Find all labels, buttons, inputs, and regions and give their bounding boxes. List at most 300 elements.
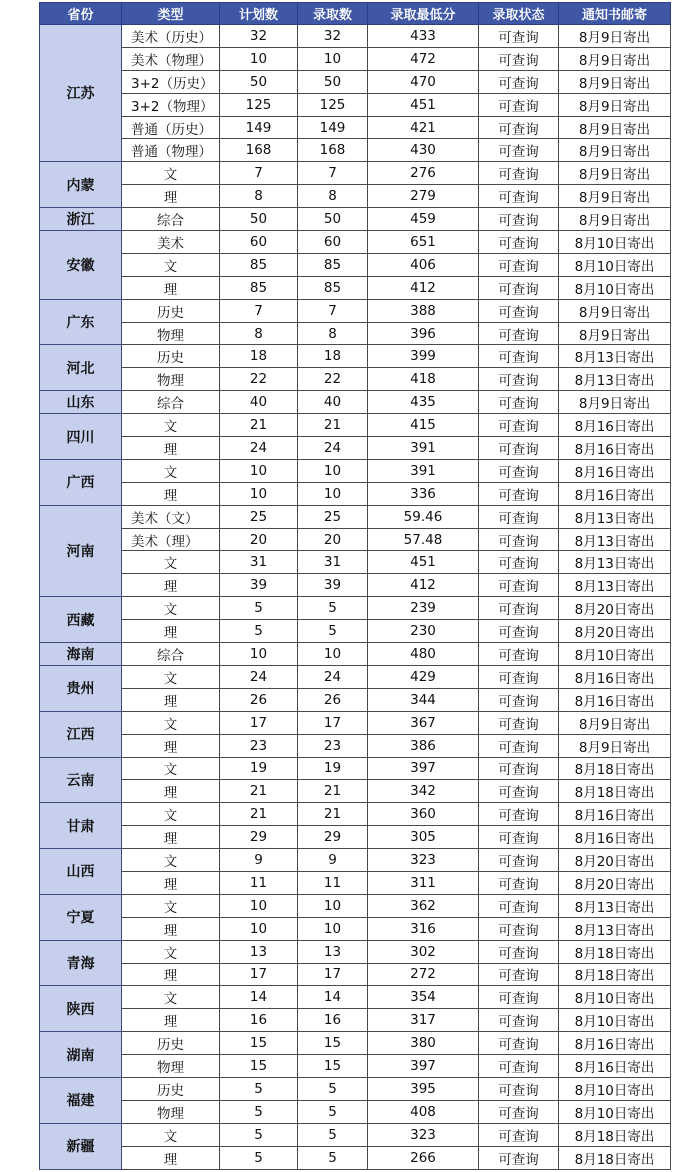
min-score-cell: 342 (368, 780, 479, 803)
admitted-cell: 21 (298, 803, 368, 826)
type-cell: 3+2（历史） (122, 70, 220, 93)
plan-cell: 22 (220, 368, 298, 391)
plan-cell: 5 (220, 1100, 298, 1123)
type-cell: 文 (122, 711, 220, 734)
mail-cell: 8月13日寄出 (559, 528, 671, 551)
status-cell: 可查询 (479, 574, 559, 597)
mail-cell: 8月16日寄出 (559, 826, 671, 849)
admission-table (39, 2, 671, 1170)
plan-cell: 21 (220, 780, 298, 803)
min-score-cell: 429 (368, 665, 479, 688)
admitted-cell: 32 (298, 25, 368, 48)
province-cell: 浙江 (40, 208, 122, 231)
table-row (40, 299, 671, 322)
mail-cell: 8月9日寄出 (559, 322, 671, 345)
mail-cell: 8月13日寄出 (559, 894, 671, 917)
mail-cell: 8月18日寄出 (559, 1123, 671, 1146)
type-cell: 历史 (122, 345, 220, 368)
plan-cell: 21 (220, 803, 298, 826)
table-row (40, 368, 671, 391)
min-score-cell: 418 (368, 368, 479, 391)
min-score-cell: 336 (368, 482, 479, 505)
plan-cell: 13 (220, 940, 298, 963)
status-cell: 可查询 (479, 1055, 559, 1078)
admitted-cell: 85 (298, 276, 368, 299)
plan-cell: 5 (220, 1146, 298, 1169)
type-cell: 历史 (122, 1032, 220, 1055)
admitted-cell: 23 (298, 734, 368, 757)
plan-cell: 31 (220, 551, 298, 574)
status-cell: 可查询 (479, 139, 559, 162)
table-row (40, 734, 671, 757)
table-row (40, 276, 671, 299)
plan-cell: 50 (220, 208, 298, 231)
table-row (40, 963, 671, 986)
min-score-cell: 421 (368, 116, 479, 139)
type-cell: 理 (122, 826, 220, 849)
table-row (40, 1055, 671, 1078)
province-cell: 宁夏 (40, 894, 122, 940)
province-cell: 江西 (40, 711, 122, 757)
table-row (40, 940, 671, 963)
min-score-cell: 396 (368, 322, 479, 345)
status-cell: 可查询 (479, 162, 559, 185)
table-row (40, 528, 671, 551)
status-cell: 可查询 (479, 643, 559, 666)
plan-cell: 19 (220, 757, 298, 780)
table-row (40, 1123, 671, 1146)
type-cell: 理 (122, 437, 220, 460)
table-row (40, 665, 671, 688)
table-row (40, 25, 671, 48)
mail-cell: 8月20日寄出 (559, 849, 671, 872)
type-cell: 美术（历史） (122, 25, 220, 48)
table-row (40, 620, 671, 643)
type-cell: 理 (122, 276, 220, 299)
table-row (40, 505, 671, 528)
status-cell: 可查询 (479, 1009, 559, 1032)
status-cell: 可查询 (479, 505, 559, 528)
admitted-cell: 50 (298, 70, 368, 93)
header-province: 省份 (40, 3, 122, 25)
min-score-cell: 354 (368, 986, 479, 1009)
plan-cell: 7 (220, 299, 298, 322)
type-cell: 理 (122, 871, 220, 894)
type-cell: 文 (122, 849, 220, 872)
status-cell: 可查询 (479, 620, 559, 643)
mail-cell: 8月18日寄出 (559, 940, 671, 963)
mail-cell: 8月10日寄出 (559, 1077, 671, 1100)
type-cell: 理 (122, 574, 220, 597)
mail-cell: 8月9日寄出 (559, 47, 671, 70)
admitted-cell: 20 (298, 528, 368, 551)
min-score-cell: 406 (368, 253, 479, 276)
type-cell: 普通（物理） (122, 139, 220, 162)
min-score-cell: 397 (368, 757, 479, 780)
admitted-cell: 9 (298, 849, 368, 872)
admitted-cell: 40 (298, 391, 368, 414)
admitted-cell: 10 (298, 459, 368, 482)
status-cell: 可查询 (479, 711, 559, 734)
min-score-cell: 362 (368, 894, 479, 917)
type-cell: 美术 (122, 231, 220, 254)
status-cell: 可查询 (479, 93, 559, 116)
mail-cell: 8月10日寄出 (559, 253, 671, 276)
status-cell: 可查询 (479, 894, 559, 917)
table-row (40, 185, 671, 208)
mail-cell: 8月9日寄出 (559, 208, 671, 231)
mail-cell: 8月18日寄出 (559, 1146, 671, 1169)
plan-cell: 17 (220, 711, 298, 734)
mail-cell: 8月20日寄出 (559, 597, 671, 620)
status-cell: 可查询 (479, 780, 559, 803)
plan-cell: 7 (220, 162, 298, 185)
status-cell: 可查询 (479, 414, 559, 437)
mail-cell: 8月16日寄出 (559, 688, 671, 711)
plan-cell: 23 (220, 734, 298, 757)
type-cell: 理 (122, 734, 220, 757)
mail-cell: 8月9日寄出 (559, 391, 671, 414)
status-cell: 可查询 (479, 208, 559, 231)
province-cell: 河北 (40, 345, 122, 391)
status-cell: 可查询 (479, 1032, 559, 1055)
admitted-cell: 26 (298, 688, 368, 711)
type-cell: 理 (122, 185, 220, 208)
min-score-cell: 317 (368, 1009, 479, 1032)
min-score-cell: 57.48 (368, 528, 479, 551)
type-cell: 综合 (122, 208, 220, 231)
status-cell: 可查询 (479, 597, 559, 620)
type-cell: 理 (122, 1009, 220, 1032)
admitted-cell: 5 (298, 1100, 368, 1123)
type-cell: 物理 (122, 322, 220, 345)
status-cell: 可查询 (479, 231, 559, 254)
status-cell: 可查询 (479, 688, 559, 711)
plan-cell: 10 (220, 894, 298, 917)
plan-cell: 50 (220, 70, 298, 93)
type-cell: 美术（理） (122, 528, 220, 551)
province-cell: 江苏 (40, 25, 122, 162)
mail-cell: 8月16日寄出 (559, 482, 671, 505)
type-cell: 文 (122, 894, 220, 917)
status-cell: 可查询 (479, 665, 559, 688)
table-row (40, 757, 671, 780)
status-cell: 可查询 (479, 528, 559, 551)
mail-cell: 8月16日寄出 (559, 414, 671, 437)
table-row (40, 1077, 671, 1100)
mail-cell: 8月9日寄出 (559, 734, 671, 757)
province-cell: 山西 (40, 849, 122, 895)
table-row (40, 711, 671, 734)
status-cell: 可查询 (479, 871, 559, 894)
admitted-cell: 24 (298, 665, 368, 688)
plan-cell: 16 (220, 1009, 298, 1032)
table-row (40, 643, 671, 666)
plan-cell: 20 (220, 528, 298, 551)
province-cell: 陕西 (40, 986, 122, 1032)
table-header (40, 3, 671, 25)
status-cell: 可查询 (479, 826, 559, 849)
admitted-cell: 21 (298, 414, 368, 437)
mail-cell: 8月16日寄出 (559, 459, 671, 482)
admitted-cell: 10 (298, 917, 368, 940)
min-score-cell: 230 (368, 620, 479, 643)
type-cell: 美术（文） (122, 505, 220, 528)
status-cell: 可查询 (479, 1146, 559, 1169)
header-mail: 通知书邮寄 (559, 3, 671, 25)
status-cell: 可查询 (479, 70, 559, 93)
header-row (40, 3, 671, 25)
status-cell: 可查询 (479, 917, 559, 940)
type-cell: 3+2（物理） (122, 93, 220, 116)
header-plan: 计划数 (220, 3, 298, 25)
plan-cell: 8 (220, 322, 298, 345)
type-cell: 文 (122, 986, 220, 1009)
min-score-cell: 408 (368, 1100, 479, 1123)
status-cell: 可查询 (479, 25, 559, 48)
status-cell: 可查询 (479, 299, 559, 322)
admission-table-container (39, 2, 671, 1170)
admitted-cell: 19 (298, 757, 368, 780)
min-score-cell: 59.46 (368, 505, 479, 528)
min-score-cell: 451 (368, 93, 479, 116)
status-cell: 可查询 (479, 47, 559, 70)
type-cell: 文 (122, 757, 220, 780)
status-cell: 可查询 (479, 1123, 559, 1146)
mail-cell: 8月13日寄出 (559, 505, 671, 528)
admitted-cell: 29 (298, 826, 368, 849)
plan-cell: 125 (220, 93, 298, 116)
status-cell: 可查询 (479, 734, 559, 757)
min-score-cell: 344 (368, 688, 479, 711)
table-row (40, 688, 671, 711)
province-cell: 西藏 (40, 597, 122, 643)
type-cell: 文 (122, 253, 220, 276)
min-score-cell: 316 (368, 917, 479, 940)
type-cell: 物理 (122, 1055, 220, 1078)
mail-cell: 8月10日寄出 (559, 231, 671, 254)
table-row (40, 322, 671, 345)
table-row (40, 871, 671, 894)
plan-cell: 18 (220, 345, 298, 368)
mail-cell: 8月18日寄出 (559, 780, 671, 803)
min-score-cell: 360 (368, 803, 479, 826)
table-row (40, 1146, 671, 1169)
admitted-cell: 7 (298, 162, 368, 185)
header-status: 录取状态 (479, 3, 559, 25)
plan-cell: 5 (220, 1077, 298, 1100)
admitted-cell: 15 (298, 1032, 368, 1055)
admitted-cell: 18 (298, 345, 368, 368)
min-score-cell: 412 (368, 574, 479, 597)
table-row (40, 208, 671, 231)
mail-cell: 8月13日寄出 (559, 917, 671, 940)
table-row (40, 482, 671, 505)
mail-cell: 8月13日寄出 (559, 368, 671, 391)
min-score-cell: 311 (368, 871, 479, 894)
province-cell: 甘肃 (40, 803, 122, 849)
mail-cell: 8月10日寄出 (559, 643, 671, 666)
type-cell: 物理 (122, 368, 220, 391)
province-cell: 福建 (40, 1077, 122, 1123)
type-cell: 文 (122, 414, 220, 437)
table-row (40, 551, 671, 574)
admitted-cell: 15 (298, 1055, 368, 1078)
mail-cell: 8月16日寄出 (559, 1032, 671, 1055)
type-cell: 文 (122, 551, 220, 574)
admitted-cell: 17 (298, 711, 368, 734)
min-score-cell: 395 (368, 1077, 479, 1100)
admitted-cell: 17 (298, 963, 368, 986)
min-score-cell: 272 (368, 963, 479, 986)
status-cell: 可查询 (479, 482, 559, 505)
table-row (40, 780, 671, 803)
province-cell: 青海 (40, 940, 122, 986)
province-cell: 广西 (40, 459, 122, 505)
mail-cell: 8月16日寄出 (559, 803, 671, 826)
mail-cell: 8月10日寄出 (559, 1100, 671, 1123)
province-cell: 贵州 (40, 665, 122, 711)
mail-cell: 8月9日寄出 (559, 299, 671, 322)
mail-cell: 8月20日寄出 (559, 620, 671, 643)
admitted-cell: 16 (298, 1009, 368, 1032)
admitted-cell: 11 (298, 871, 368, 894)
admitted-cell: 10 (298, 47, 368, 70)
min-score-cell: 276 (368, 162, 479, 185)
admitted-cell: 10 (298, 482, 368, 505)
table-row (40, 459, 671, 482)
mail-cell: 8月18日寄出 (559, 963, 671, 986)
admitted-cell: 5 (298, 620, 368, 643)
type-cell: 理 (122, 917, 220, 940)
admitted-cell: 24 (298, 437, 368, 460)
type-cell: 文 (122, 665, 220, 688)
status-cell: 可查询 (479, 1100, 559, 1123)
mail-cell: 8月9日寄出 (559, 25, 671, 48)
table-row (40, 139, 671, 162)
type-cell: 理 (122, 963, 220, 986)
plan-cell: 14 (220, 986, 298, 1009)
table-row (40, 894, 671, 917)
status-cell: 可查询 (479, 803, 559, 826)
min-score-cell: 391 (368, 459, 479, 482)
min-score-cell: 451 (368, 551, 479, 574)
plan-cell: 85 (220, 253, 298, 276)
status-cell: 可查询 (479, 551, 559, 574)
admitted-cell: 10 (298, 643, 368, 666)
admitted-cell: 5 (298, 597, 368, 620)
table-body (40, 25, 671, 1170)
min-score-cell: 302 (368, 940, 479, 963)
status-cell: 可查询 (479, 459, 559, 482)
mail-cell: 8月13日寄出 (559, 551, 671, 574)
plan-cell: 15 (220, 1055, 298, 1078)
type-cell: 理 (122, 1146, 220, 1169)
table-row (40, 93, 671, 116)
table-row (40, 231, 671, 254)
status-cell: 可查询 (479, 940, 559, 963)
min-score-cell: 391 (368, 437, 479, 460)
header-type: 类型 (122, 3, 220, 25)
admitted-cell: 5 (298, 1146, 368, 1169)
table-row (40, 826, 671, 849)
mail-cell: 8月16日寄出 (559, 1055, 671, 1078)
plan-cell: 5 (220, 1123, 298, 1146)
type-cell: 理 (122, 620, 220, 643)
header-min-score: 录取最低分 (368, 3, 479, 25)
table-row (40, 803, 671, 826)
type-cell: 文 (122, 940, 220, 963)
table-row (40, 437, 671, 460)
plan-cell: 8 (220, 185, 298, 208)
admitted-cell: 5 (298, 1077, 368, 1100)
table-row (40, 917, 671, 940)
table-row (40, 345, 671, 368)
status-cell: 可查询 (479, 116, 559, 139)
table-row (40, 116, 671, 139)
mail-cell: 8月10日寄出 (559, 986, 671, 1009)
plan-cell: 85 (220, 276, 298, 299)
status-cell: 可查询 (479, 986, 559, 1009)
mail-cell: 8月9日寄出 (559, 185, 671, 208)
plan-cell: 25 (220, 505, 298, 528)
min-score-cell: 323 (368, 849, 479, 872)
type-cell: 物理 (122, 1100, 220, 1123)
type-cell: 理 (122, 780, 220, 803)
admitted-cell: 7 (298, 299, 368, 322)
province-cell: 四川 (40, 414, 122, 460)
type-cell: 文 (122, 1123, 220, 1146)
mail-cell: 8月10日寄出 (559, 276, 671, 299)
min-score-cell: 397 (368, 1055, 479, 1078)
type-cell: 历史 (122, 299, 220, 322)
min-score-cell: 470 (368, 70, 479, 93)
table-row (40, 414, 671, 437)
min-score-cell: 430 (368, 139, 479, 162)
table-row (40, 1009, 671, 1032)
plan-cell: 10 (220, 47, 298, 70)
province-cell: 云南 (40, 757, 122, 803)
min-score-cell: 415 (368, 414, 479, 437)
table-row (40, 849, 671, 872)
status-cell: 可查询 (479, 963, 559, 986)
type-cell: 理 (122, 688, 220, 711)
admitted-cell: 8 (298, 185, 368, 208)
min-score-cell: 472 (368, 47, 479, 70)
admitted-cell: 60 (298, 231, 368, 254)
admitted-cell: 25 (298, 505, 368, 528)
admitted-cell: 85 (298, 253, 368, 276)
type-cell: 文 (122, 597, 220, 620)
type-cell: 综合 (122, 391, 220, 414)
type-cell: 文 (122, 162, 220, 185)
status-cell: 可查询 (479, 368, 559, 391)
min-score-cell: 386 (368, 734, 479, 757)
status-cell: 可查询 (479, 185, 559, 208)
plan-cell: 39 (220, 574, 298, 597)
table-row (40, 162, 671, 185)
plan-cell: 26 (220, 688, 298, 711)
mail-cell: 8月9日寄出 (559, 162, 671, 185)
min-score-cell: 305 (368, 826, 479, 849)
plan-cell: 149 (220, 116, 298, 139)
status-cell: 可查询 (479, 276, 559, 299)
min-score-cell: 239 (368, 597, 479, 620)
plan-cell: 10 (220, 643, 298, 666)
status-cell: 可查询 (479, 253, 559, 276)
table-row (40, 391, 671, 414)
table-row (40, 986, 671, 1009)
